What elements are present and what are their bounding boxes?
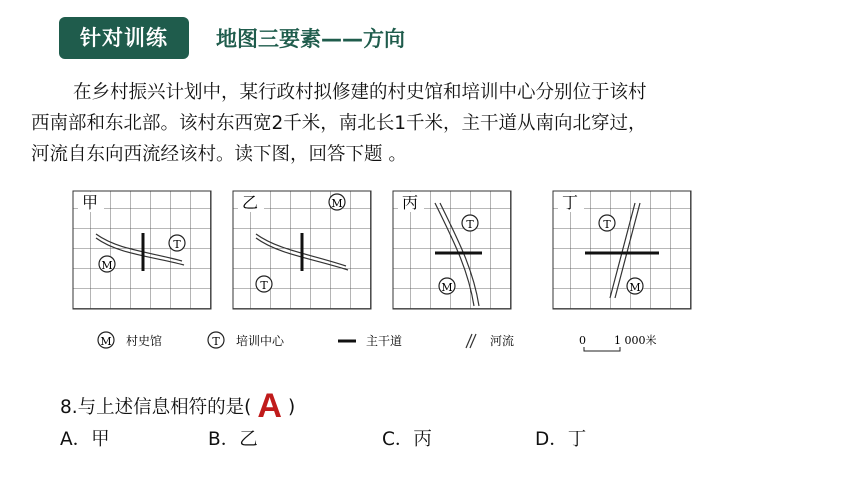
page-title: 地图三要素——方向 xyxy=(216,27,405,51)
option-a[interactable]: A．甲 xyxy=(60,429,110,450)
map-yi xyxy=(233,191,371,309)
museum-marker: M xyxy=(331,197,343,210)
training-center-marker: T xyxy=(603,218,611,231)
map-label: 乙 xyxy=(242,193,259,212)
training-center-marker: T xyxy=(173,238,181,251)
map-bing xyxy=(393,191,511,309)
option-c[interactable]: C．丙 xyxy=(382,429,432,450)
map-jia xyxy=(73,191,211,309)
option-d[interactable]: D．丁 xyxy=(535,429,587,450)
question xyxy=(60,387,296,425)
map-label: 丁 xyxy=(562,193,579,212)
legend-training-label: 培训中心 xyxy=(236,334,285,348)
option-b[interactable]: B．乙 xyxy=(208,429,258,450)
training-legend-icon: T xyxy=(212,335,220,348)
legend-museum-label: 村史馆 xyxy=(126,334,163,348)
training-center-marker: T xyxy=(260,279,268,292)
passage-line: 西南部和东北部。该村东西宽2千米，南北长1千米，主干道从南向北穿过， xyxy=(31,113,647,134)
passage-line: 河流自东向西流经该村。读下图，回答下题 。 xyxy=(31,144,407,165)
legend-road-label: 主干道 xyxy=(366,334,403,348)
museum-marker: M xyxy=(101,259,113,272)
map-legend xyxy=(98,332,657,351)
passage xyxy=(31,77,821,170)
scale-zero: 0 xyxy=(579,334,586,347)
section-tag: 针对训练 xyxy=(59,17,189,59)
answer-mark: A xyxy=(257,387,282,425)
scale-value: 1 000米 xyxy=(614,334,657,347)
map-label: 甲 xyxy=(82,193,99,212)
scale-bar xyxy=(579,333,657,351)
legend-river-label: 河流 xyxy=(490,334,515,348)
map-ding xyxy=(553,191,691,309)
map-figure xyxy=(70,188,710,358)
training-center-marker: T xyxy=(466,218,474,231)
map-label: 丙 xyxy=(402,193,419,212)
passage-line: 在乡村振兴计划中，某行政村拟修建的村史馆和培训中心分别位于该村 xyxy=(73,82,647,103)
museum-marker: M xyxy=(629,281,641,294)
question-text: 8.与上述信息相符的是( xyxy=(60,397,252,418)
museum-marker: M xyxy=(441,281,453,294)
question-close: ) xyxy=(287,397,296,418)
museum-legend-icon: M xyxy=(100,335,112,348)
